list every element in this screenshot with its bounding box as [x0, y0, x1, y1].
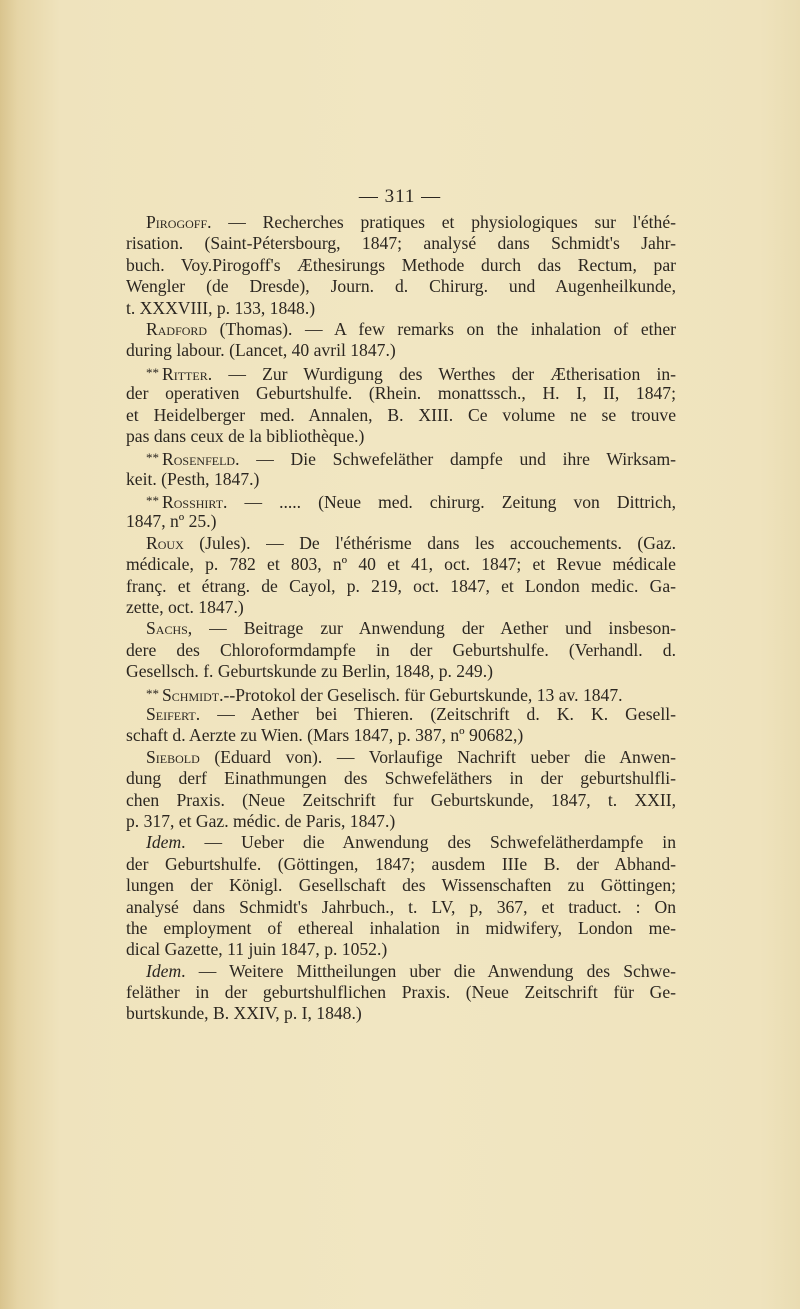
entry-author: Idem	[146, 960, 182, 981]
entry-text: . — Die Schwefeläther dampfe und ihre Wirksam-	[235, 449, 676, 470]
entry-author: Rosshirt	[162, 492, 224, 513]
double-asterisk-mark: **	[146, 685, 159, 701]
entry-line	[126, 405, 676, 426]
entry-text: (Jules). — De l'éthérisme dans les accouchements. (Gaz.	[183, 532, 676, 553]
entry-line	[126, 747, 676, 768]
entry-text: p. 317, et Gaz. médic. de Paris, 1847.)	[126, 810, 396, 831]
entry-text: during labour. (Lancet, 40 avril 1847.)	[126, 340, 396, 361]
entry-line	[126, 661, 676, 682]
entry-line	[126, 298, 676, 319]
bibliography-entry	[126, 961, 676, 1025]
entry-text: dere des Chloroformdampfe in der Geburtshulfe. (Verhandl. d.	[126, 639, 676, 660]
bibliography-entry	[126, 490, 676, 533]
entry-line	[126, 511, 676, 532]
entry-text: et Heidelberger med. Annalen, B. XIII. Ce volume ne se trouve	[126, 404, 676, 425]
bibliography-entry	[126, 447, 676, 490]
entry-text: . — Ueber die Anwendung des Schwefelätherdampfe in	[181, 832, 676, 853]
entry-text: der operativen Geburtshulfe. (Rhein. monattssch., H. I, II, 1847;	[126, 383, 676, 404]
entry-text: the employment of ethereal inhalation in midwifery, London me-	[126, 917, 676, 938]
double-asterisk-mark: **	[146, 493, 159, 509]
entry-line	[126, 233, 676, 254]
entry-text: , — Beitrage zur Anwendung der Aether und insbeson-	[187, 618, 676, 639]
entry-line	[126, 790, 676, 811]
entry-line	[126, 768, 676, 789]
entry-line	[126, 426, 676, 447]
entry-line	[126, 319, 676, 340]
entry-text: chen Praxis. (Neue Zeitschrift fur Geburtskunde, 1847, t. XXII,	[126, 789, 676, 810]
bibliography-entry	[126, 362, 676, 448]
page-number: — 311 —	[358, 186, 442, 207]
entry-text: (Eduard von). — Vorlaufige Nachrift ueber die Anwen-	[199, 746, 676, 767]
bibliography-entry	[126, 319, 676, 362]
entry-text: pas dans ceux de la bibliothèque.)	[126, 425, 365, 446]
entry-text: der Geburtshulfe. (Göttingen, 1847; ausdem IIIe B. der Abhand-	[126, 853, 676, 874]
bibliography-entry	[126, 212, 676, 319]
entry-text: analysé dans Schmidt's Jahrbuch., t. LV, p, 367, et traduct. : On	[126, 896, 676, 917]
entry-author: Roux	[146, 532, 184, 553]
entry-text: risation. (Saint-Pétersbourg, 1847; analysé dans Schmidt's Jahr-	[126, 233, 676, 254]
entry-author: Pirogoff	[146, 212, 208, 232]
entry-line	[126, 811, 676, 832]
bibliography-list	[126, 212, 676, 1025]
entry-line	[126, 276, 676, 297]
entry-line	[126, 897, 676, 918]
entry-text: Gesellsch. f. Geburtskunde zu Berlin, 1848, p. 249.)	[126, 661, 493, 682]
bibliography-entry	[126, 618, 676, 682]
entry-text: buch. Voy.Pirogoff's Æthesirungs Methode durch das Rectum, par	[126, 254, 676, 275]
entry-text: keit. (Pesth, 1847.)	[126, 468, 260, 489]
entry-text: . — Aether bei Thieren. (Zeitschrift d. K. K. Gesell-	[195, 703, 676, 724]
bibliography-entry	[126, 832, 676, 960]
entry-line	[126, 640, 676, 661]
entry-text: lungen der Königl. Gesellschaft des Wissenschaften zu Göttingen;	[126, 875, 676, 896]
entry-author: Ritter	[162, 363, 208, 384]
entry-line	[126, 704, 676, 725]
bibliography-entry	[126, 747, 676, 833]
entry-text: . — ..... (Neue med. chirurg. Zeitung von Dittrich,	[223, 492, 676, 513]
entry-text: schaft d. Aerzte zu Wien. (Mars 1847, p. 387, nº 90682,)	[126, 725, 524, 746]
entry-line	[126, 725, 676, 746]
entry-line	[126, 490, 676, 511]
entry-line	[126, 918, 676, 939]
entry-author: Rosenfeld	[162, 449, 236, 470]
entry-author: Sachs	[146, 618, 188, 639]
entry-text: médicale, p. 782 et 803, nº 40 et 41, oct. 1847; et Revue médicale	[126, 554, 676, 575]
entry-line	[126, 469, 676, 490]
entry-line	[126, 961, 676, 982]
entry-line	[126, 618, 676, 639]
entry-line	[126, 576, 676, 597]
entry-author: Siebold	[146, 746, 200, 767]
entry-author: Idem	[146, 832, 182, 853]
entry-text: .--Protokol der Geselisch. für Geburtskunde, 13 av. 1847.	[219, 684, 623, 705]
entry-line	[126, 554, 676, 575]
entry-line	[126, 447, 676, 468]
entry-line	[126, 982, 676, 1003]
entry-text: t. XXXVIII, p. 133, 1848.)	[126, 297, 316, 318]
entry-author: Seifert	[146, 703, 196, 724]
entry-text: . — Zur Wurdigung des Werthes der Ætherisation in-	[207, 363, 676, 384]
bibliography-entry	[126, 704, 676, 747]
entry-text: (Thomas). — A few remarks on the inhalation of ether	[207, 318, 676, 339]
entry-line	[126, 683, 676, 704]
entry-line	[126, 1003, 676, 1024]
entry-line	[126, 212, 676, 233]
entry-author: Radford	[146, 318, 208, 339]
entry-text: feläther in der geburtshulflichen Praxis. (Neue Zeitschrift für Ge-	[126, 982, 676, 1003]
entry-line	[126, 362, 676, 383]
entry-text: 1847, nº 25.)	[126, 511, 217, 532]
entry-text: . — Recherches pratiques et physiologiques sur l'éthé-	[207, 212, 676, 232]
entry-line	[126, 533, 676, 554]
double-asterisk-mark: **	[146, 364, 159, 380]
entry-text: dung derf Einathmungen des Schwefeläthers in der geburtshulfli-	[126, 768, 676, 789]
entry-line	[126, 854, 676, 875]
entry-line	[126, 255, 676, 276]
double-asterisk-mark: **	[146, 450, 159, 466]
entry-line	[126, 939, 676, 960]
entry-text: franç. et étrang. de Cayol, p. 219, oct. 1847, et London medic. Ga-	[126, 575, 676, 596]
entry-line	[126, 597, 676, 618]
entry-line	[126, 383, 676, 404]
entry-text: Wengler (de Dresde), Journ. d. Chirurg. und Augenheilkunde,	[126, 276, 676, 297]
bibliography-entry	[126, 683, 676, 704]
entry-text: dical Gazette, 11 juin 1847, p. 1052.)	[126, 939, 388, 960]
entry-line	[126, 340, 676, 361]
entry-text: burtskunde, B. XXIV, p. I, 1848.)	[126, 1003, 362, 1024]
entry-author: Schmidt	[162, 684, 220, 705]
entry-text: zette, oct. 1847.)	[126, 597, 244, 618]
entry-text: . — Weitere Mittheilungen uber die Anwendung des Schwe-	[181, 960, 676, 981]
entry-line	[126, 832, 676, 853]
bibliography-entry	[126, 533, 676, 619]
entry-line	[126, 875, 676, 896]
